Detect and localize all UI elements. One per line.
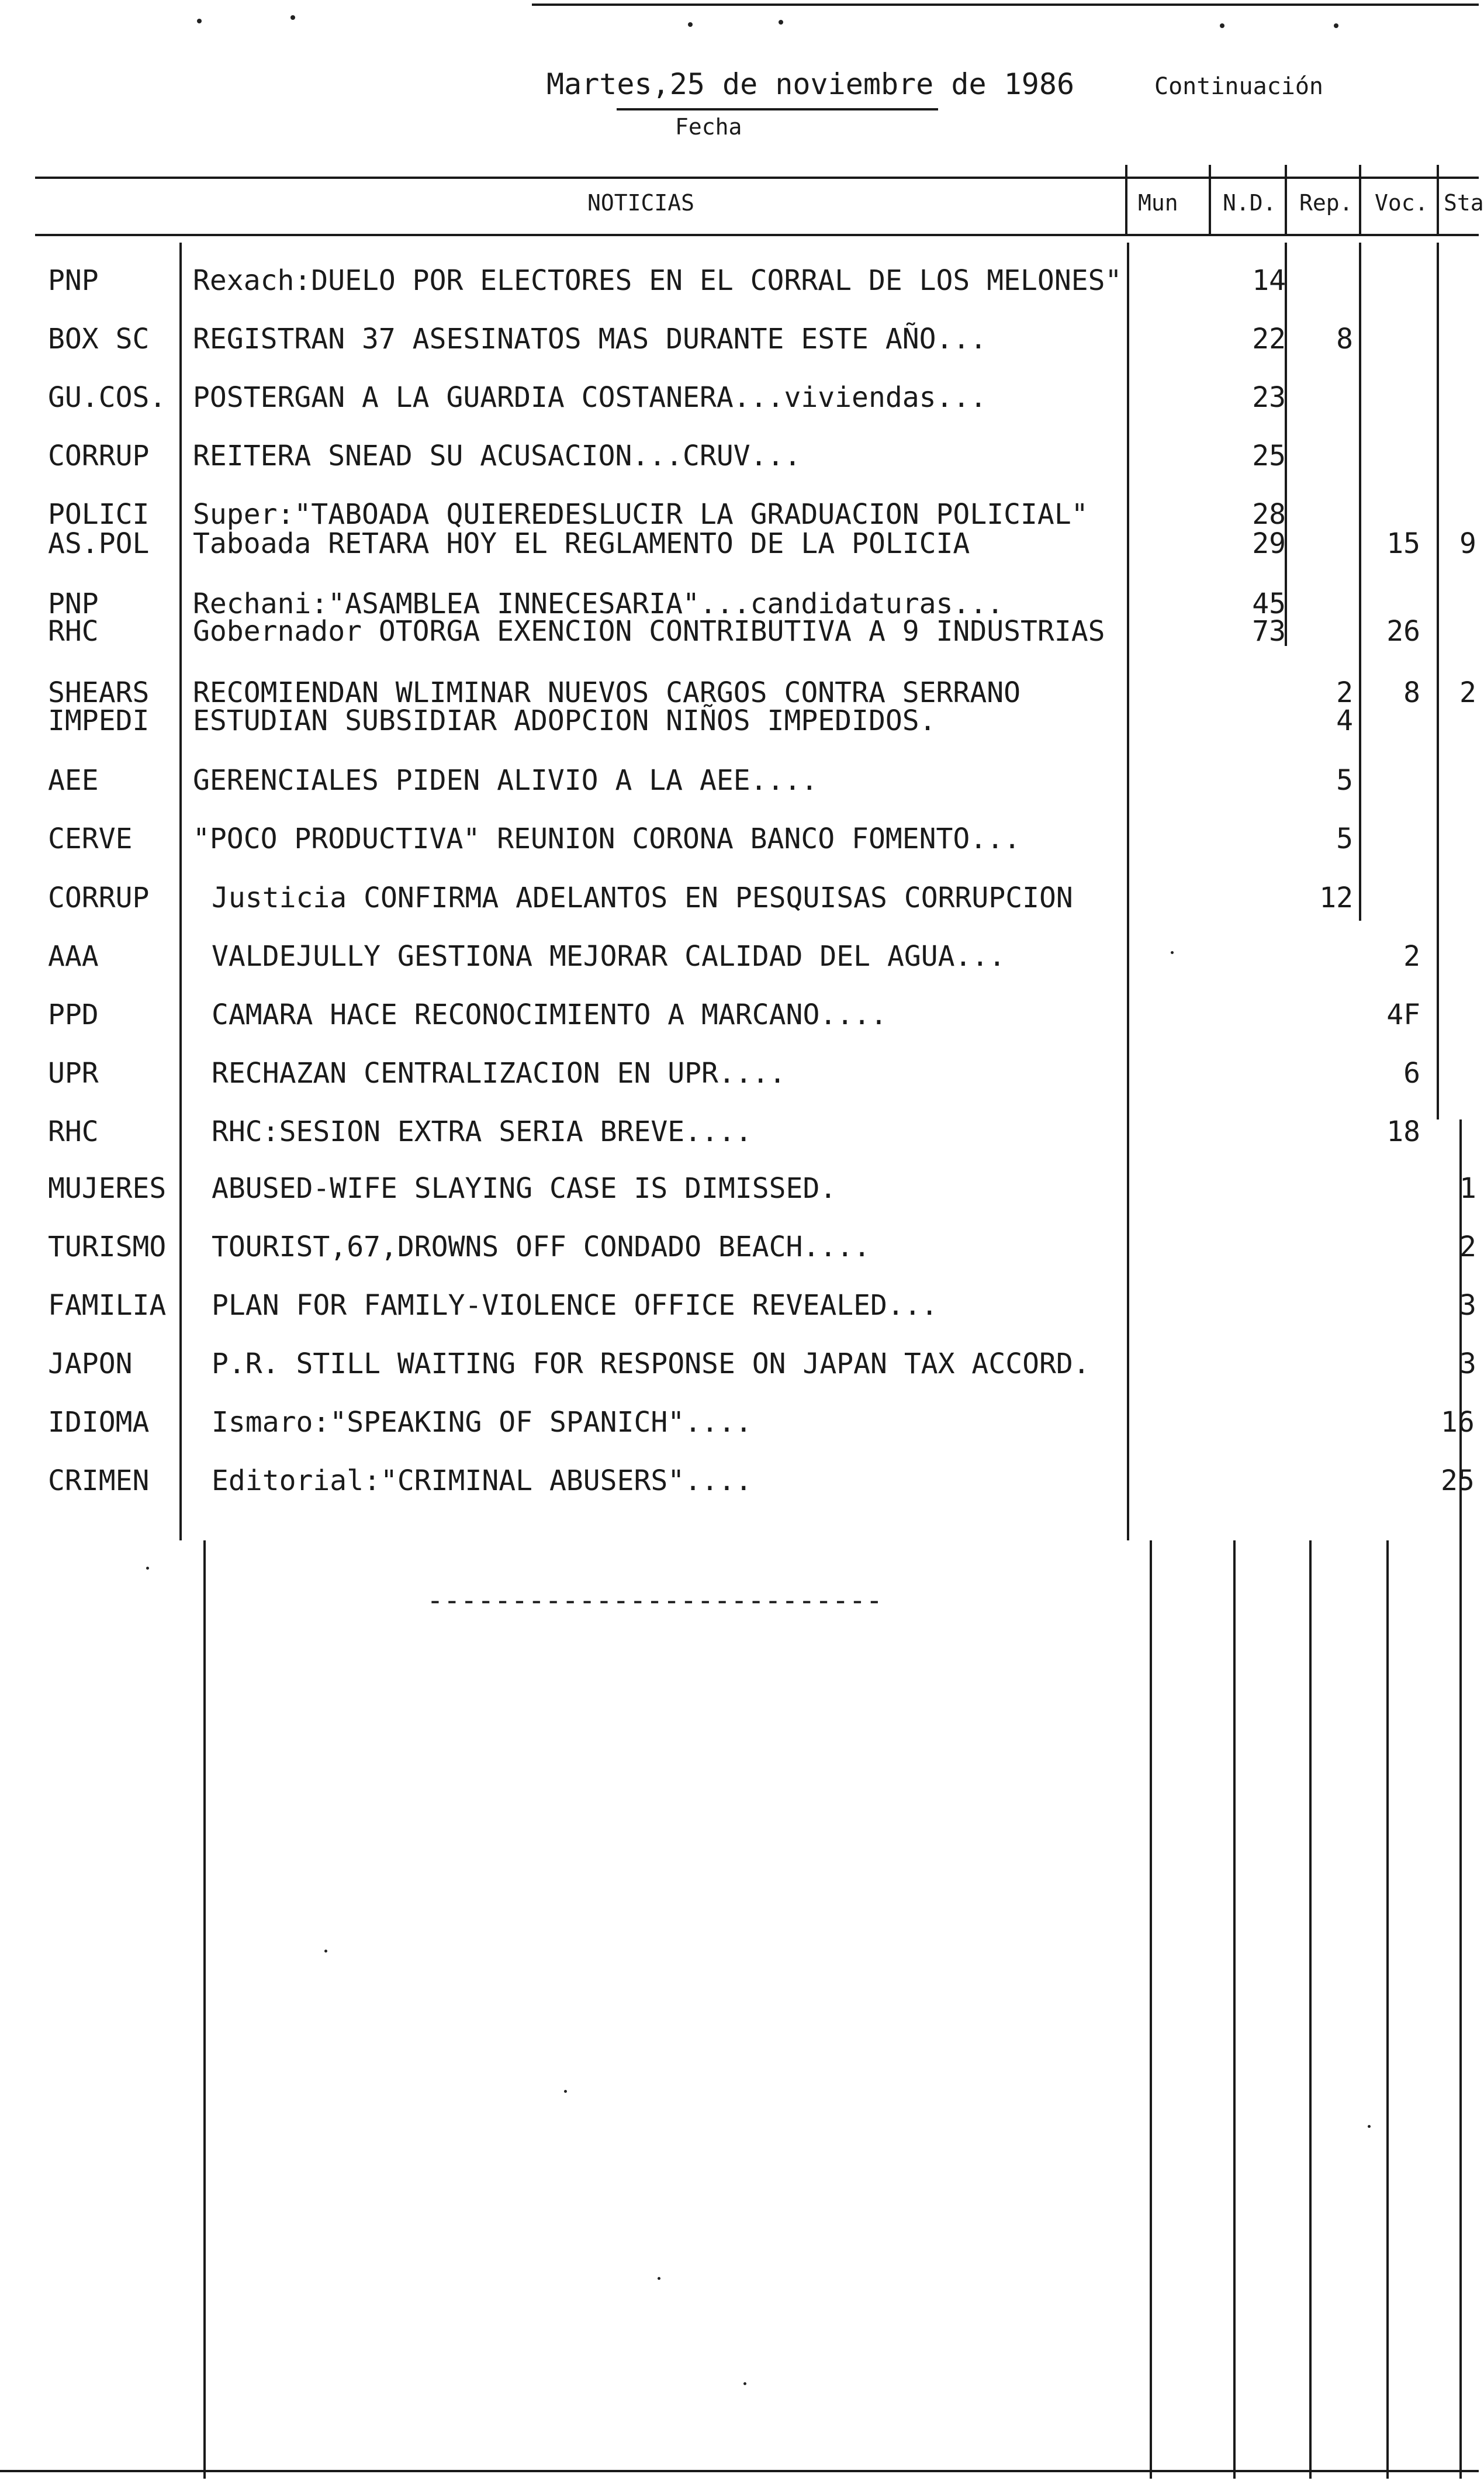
- table-top-rule: [35, 177, 1479, 179]
- table-row: [0, 1464, 1479, 1511]
- row-headline: "POCO PRODUCTIVA" REUNION CORONA BANCO FOMENTO...: [193, 823, 1021, 855]
- table-row: [0, 998, 1479, 1045]
- speck: [743, 2382, 746, 2385]
- row-section: CORRUP: [48, 440, 150, 472]
- row-headline: REITERA SNEAD SU ACUSACION...CRUV...: [193, 440, 801, 472]
- row-section: RHC: [48, 615, 99, 648]
- row-sta: 3: [1459, 1347, 1476, 1380]
- end-of-list-rule: ---------------------------: [427, 1584, 883, 1617]
- row-rep: 8: [1336, 323, 1353, 355]
- speck: [324, 1950, 327, 1953]
- table-row: [0, 527, 1479, 574]
- row-section: SHEARS: [48, 676, 150, 709]
- table-header-rule: [35, 234, 1479, 236]
- row-section: GU.COS.: [48, 381, 167, 414]
- speck: [779, 20, 783, 25]
- col-line-sta-left: [1437, 165, 1439, 236]
- row-voc: 2: [1403, 940, 1420, 973]
- row-headline: Justicia CONFIRMA ADELANTOS EN PESQUISAS CORRUPCION: [212, 882, 1073, 914]
- table-row: [0, 1289, 1479, 1336]
- row-section: MUJERES: [48, 1172, 167, 1205]
- row-section: PNP: [48, 588, 99, 620]
- row-section: POLICI: [48, 498, 150, 531]
- row-rep: 12: [1319, 882, 1353, 914]
- row-rep: 2: [1336, 676, 1353, 709]
- row-section: CRIMEN: [48, 1464, 150, 1497]
- row-section: AAA: [48, 940, 99, 973]
- row-section: AS.POL: [48, 527, 150, 560]
- row-headline: RECOMIENDAN WLIMINAR NUEVOS CARGOS CONTRA SERRANO: [193, 676, 1021, 709]
- table-row: [0, 323, 1479, 369]
- col-line-nd-left: [1209, 165, 1211, 236]
- row-voc: 8: [1403, 676, 1420, 709]
- row-section: UPR: [48, 1057, 99, 1090]
- row-section: RHC: [48, 1115, 99, 1148]
- col-line-rep-body-lower: [1309, 1540, 1312, 2479]
- row-headline: REGISTRAN 37 ASESINATOS MAS DURANTE ESTE AÑO...: [193, 323, 987, 355]
- row-nd: 23: [1252, 381, 1286, 414]
- row-headline: VALDEJULLY GESTIONA MEJORAR CALIDAD DEL AGUA...: [212, 940, 1006, 973]
- row-headline: Rechani:"ASAMBLEA INNECESARIA"...candidaturas...: [193, 588, 1004, 620]
- row-nd: 25: [1252, 440, 1286, 472]
- speck: [1334, 23, 1338, 28]
- row-section: IMPEDI: [48, 704, 150, 737]
- row-voc: 18: [1386, 1115, 1420, 1148]
- row-section: JAPON: [48, 1347, 133, 1380]
- row-voc: 6: [1403, 1057, 1420, 1090]
- continuation-label: Continuación: [1154, 73, 1323, 100]
- col-line-voc-body-lower: [1386, 1540, 1389, 2479]
- col-header-voc: Voc.: [1375, 190, 1428, 216]
- row-headline: Super:"TABOADA QUIEREDESLUCIR LA GRADUACION POLICIAL": [193, 498, 1088, 531]
- row-headline: GERENCIALES PIDEN ALIVIO A LA AEE....: [193, 764, 818, 797]
- speck: [146, 1567, 149, 1570]
- row-section: FAMILIA: [48, 1289, 167, 1322]
- row-nd: 45: [1252, 588, 1286, 620]
- row-voc: 4F: [1386, 998, 1420, 1031]
- table-row: [0, 1347, 1479, 1394]
- row-headline: P.R. STILL WAITING FOR RESPONSE ON JAPAN TAX ACCORD.: [212, 1347, 1090, 1380]
- col-header-noticias: NOTICIAS: [587, 190, 695, 216]
- row-section: TURISMO: [48, 1231, 167, 1263]
- row-section: CORRUP: [48, 882, 150, 914]
- row-rep: 4: [1336, 704, 1353, 737]
- date-underline: [617, 108, 938, 110]
- speck: [1220, 23, 1224, 28]
- row-nd: 22: [1252, 323, 1286, 355]
- row-sta: 3: [1459, 1289, 1476, 1322]
- table-row: [0, 1172, 1479, 1219]
- row-sta: 25: [1441, 1464, 1475, 1497]
- row-rep: 5: [1336, 823, 1353, 855]
- table-row: [0, 882, 1479, 928]
- speck: [1171, 951, 1174, 954]
- row-headline: POSTERGAN A LA GUARDIA COSTANERA...viviendas...: [193, 381, 987, 414]
- row-nd: 29: [1252, 527, 1286, 560]
- row-section: IDIOMA: [48, 1406, 150, 1439]
- col-line-nd-body-lower: [1233, 1540, 1236, 2479]
- table-row: [0, 381, 1479, 428]
- row-headline: Ismaro:"SPEAKING OF SPANICH"....: [212, 1406, 752, 1439]
- table-row: [0, 823, 1479, 869]
- row-headline: PLAN FOR FAMILY-VIOLENCE OFFICE REVEALED...: [212, 1289, 938, 1322]
- table-row: [0, 1231, 1479, 1277]
- row-nd: 28: [1252, 498, 1286, 531]
- table-row: [0, 1406, 1479, 1453]
- col-header-rep: Rep.: [1299, 190, 1353, 216]
- table-row: [0, 264, 1479, 311]
- speck: [658, 2277, 660, 2280]
- table-row: [0, 1057, 1479, 1104]
- date-caption: Fecha: [675, 114, 742, 140]
- row-sta: 16: [1441, 1406, 1475, 1439]
- row-section: BOX SC: [48, 323, 150, 355]
- speck: [1368, 2125, 1371, 2128]
- col-line-section-lower: [203, 1540, 206, 2479]
- table-row: [0, 764, 1479, 811]
- row-voc: 26: [1386, 615, 1420, 648]
- row-section: PNP: [48, 264, 99, 297]
- table-row: [0, 1115, 1479, 1162]
- row-headline: RECHAZAN CENTRALIZACION EN UPR....: [212, 1057, 786, 1090]
- col-header-sta: Sta: [1444, 190, 1484, 216]
- row-headline: CAMARA HACE RECONOCIMIENTO A MARCANO....: [212, 998, 887, 1031]
- speck: [197, 19, 202, 23]
- table-row: [0, 615, 1479, 662]
- col-line-rep-left: [1285, 165, 1287, 236]
- row-section: AEE: [48, 764, 99, 797]
- table-bottom-rule: [0, 2470, 1479, 2472]
- speck: [290, 15, 295, 20]
- row-headline: ESTUDIAN SUBSIDIAR ADOPCION NIÑOS IMPEDIDOS.: [193, 704, 936, 737]
- row-headline: Gobernador OTORGA EXENCION CONTRIBUTIVA A 9 INDUSTRIAS: [193, 615, 1105, 648]
- row-headline: RHC:SESION EXTRA SERIA BREVE....: [212, 1115, 752, 1148]
- table-row: [0, 940, 1479, 987]
- speck: [688, 22, 693, 27]
- row-headline: Taboada RETARA HOY EL REGLAMENTO DE LA POLICIA: [193, 527, 970, 560]
- row-headline: ABUSED-WIFE SLAYING CASE IS DIMISSED.: [212, 1172, 837, 1205]
- row-section: PPD: [48, 998, 99, 1031]
- page-date: Martes,25 de noviembre de 1986: [546, 67, 1075, 101]
- row-sta: 1: [1459, 1172, 1476, 1205]
- row-voc: 15: [1386, 527, 1420, 560]
- row-headline: TOURIST,67,DROWNS OFF CONDADO BEACH....: [212, 1231, 871, 1263]
- col-header-mun: Mun: [1138, 190, 1178, 216]
- row-headline: Editorial:"CRIMINAL ABUSERS"....: [212, 1464, 752, 1497]
- row-nd: 14: [1252, 264, 1286, 297]
- row-sta: 2: [1459, 676, 1476, 709]
- table-row: [0, 704, 1479, 751]
- col-line-mun-body-lower: [1150, 1540, 1152, 2479]
- speck: [564, 2090, 567, 2093]
- row-section: CERVE: [48, 823, 133, 855]
- top-rule: [532, 4, 1479, 6]
- row-sta: 2: [1459, 1231, 1476, 1263]
- row-headline: Rexach:DUELO POR ELECTORES EN EL CORRAL DE LOS MELONES": [193, 264, 1122, 297]
- row-nd: 73: [1252, 615, 1286, 648]
- row-sta: 9: [1459, 527, 1476, 560]
- col-line-voc-left: [1359, 165, 1361, 236]
- row-rep: 5: [1336, 764, 1353, 797]
- col-line-mun-left: [1125, 165, 1127, 236]
- table-row: [0, 440, 1479, 486]
- col-header-nd: N.D.: [1223, 190, 1277, 216]
